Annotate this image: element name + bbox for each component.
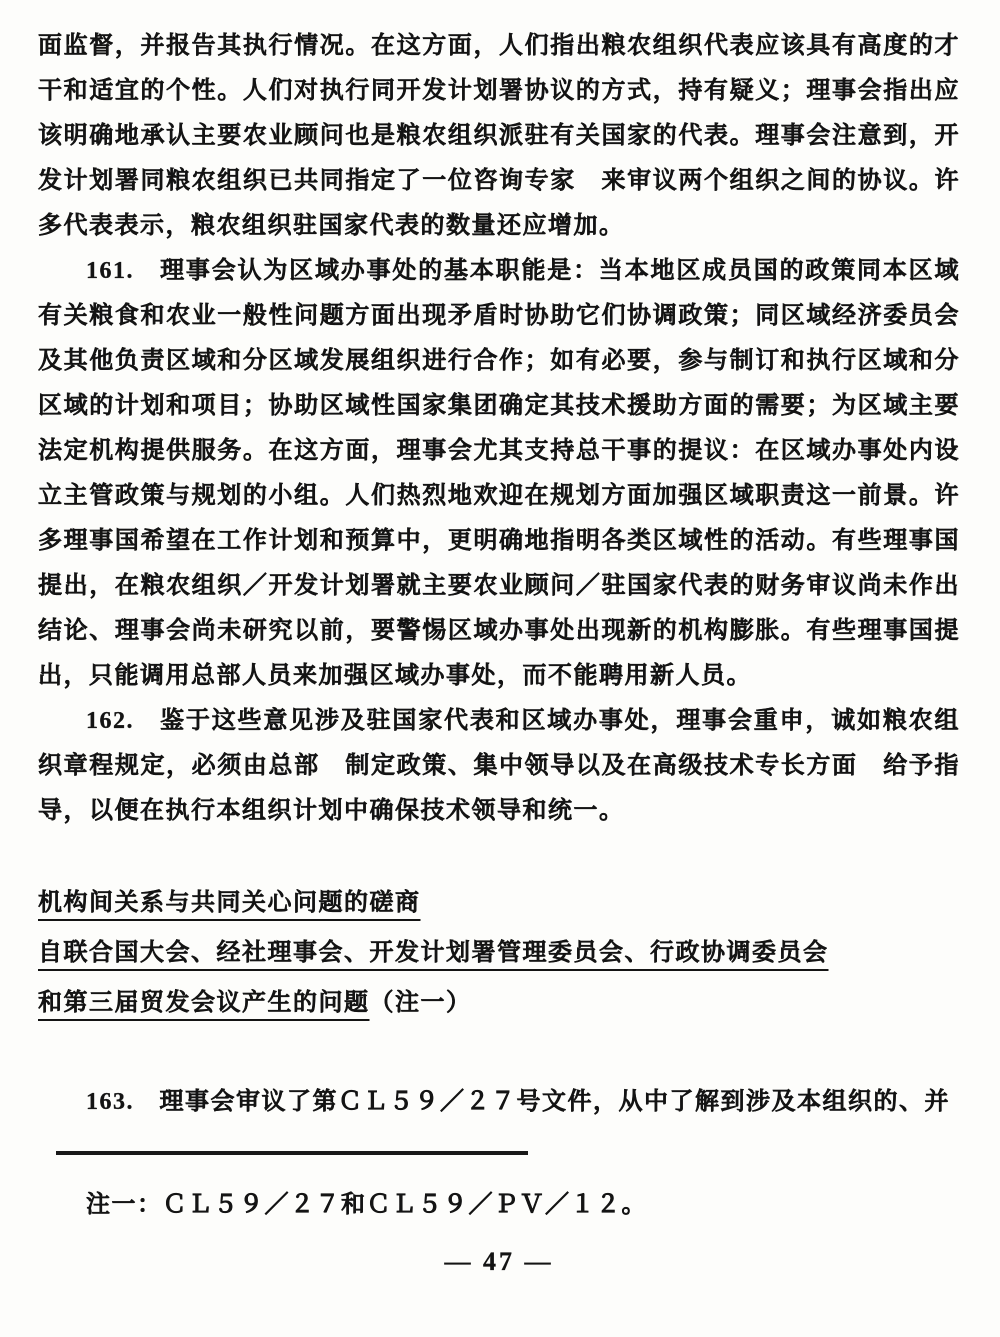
section-heading-line (38, 978, 960, 1028)
section-heading-line1: 机构间关系与共同关心问题的磋商 (38, 890, 421, 916)
page-number: — 47 — (444, 1247, 554, 1276)
footnote: 注一：ＣＬ５９／２７和ＣＬ５９／ＰＶ／１２。 (86, 1192, 647, 1218)
paragraph-continuation: 面监督，并报告其执行情况。在这方面，人们指出粮农组织代表应该具有高度的才干和适宜的个性。人们对执行同开发计划署协议的方式，持有疑义；理事会指出应该明确地承认主要农业顾问也是粮农组织派驻有关国家的代表。理事会注意到，开发计划署同粮农组织已共同指定了一位咨询专家 来审议两个组织之间的协议。许多代表表示，粮农组织驻国家代表的数量还应增加。 (38, 33, 960, 239)
section-heading-line (38, 928, 960, 978)
section-heading-line3: 和第三届贸发会议产生的问题 (38, 990, 370, 1016)
footnote-rule (56, 1151, 528, 1155)
section-heading-line (38, 878, 960, 928)
footnote-reference: （注一） (369, 990, 472, 1016)
paragraph-163: 163. 理事会审议了第ＣＬ５９／２７号文件，从中了解到涉及本组织的、并 (86, 1089, 950, 1115)
paragraph-162: 162. 鉴于这些意见涉及驻国家代表和区域办事处，理事会重申，诚如粮农组织章程规定，必须由总部 制定政策、集中领导以及在高级技术专长方面 给予指导，以便在执行本组织计划中确保技术领导和统一。 (38, 708, 960, 824)
paragraph-161: 161. 理事会认为区域办事处的基本职能是：当本地区成员国的政策同本区域有关粮食和农业一般性问题方面出现矛盾时协助它们协调政策；同区域经济委员会及其他负责区域和分区域发展组织进行合作；如有必要，参与制订和执行区域和分区域的计划和项目；协助区域性国家集团确定其技术援助方面的需要；为区域主要法定机构提供服务。在这方面，理事会尤其支持总干事的提议：在区域办事处内设立主管政策与规划的小组。人们热烈地欢迎在规划方面加强区域职责这一前景。许多理事国希望在工作计划和预算中，更明确地指明各类区域性的活动。有些理事国提出，在粮农组织／开发计划署就主要农业顾问／驻国家代表的财务审议尚未作出结论、理事会尚未研究以前，要警惕区域办事处出现新的机构膨胀。有些理事国提出，只能调用总部人员来加强区域办事处，而不能聘用新人员。 (38, 258, 960, 689)
section-heading-line2: 自联合国大会、经社理事会、开发计划署管理委员会、行政协调委员会 (38, 940, 829, 966)
section-heading (38, 878, 960, 1028)
